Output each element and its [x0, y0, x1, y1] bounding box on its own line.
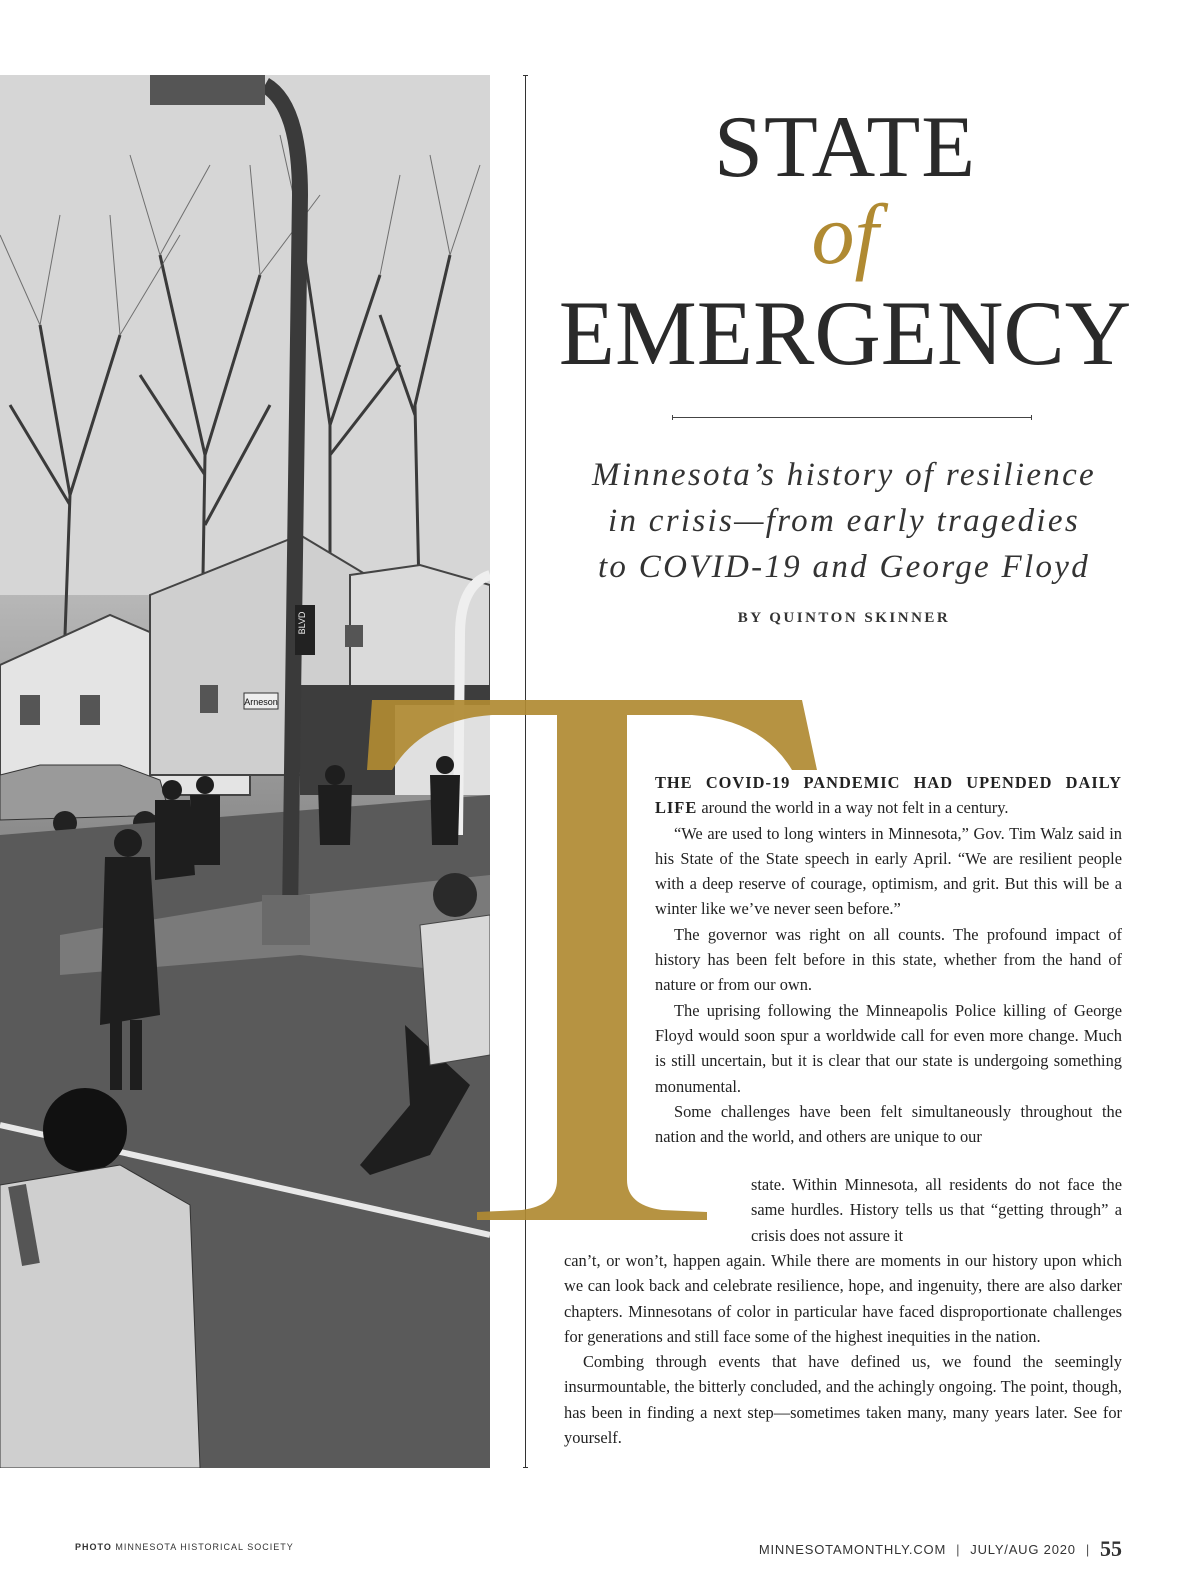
body-text-middle — [751, 1172, 1122, 1248]
body-text-lower — [564, 1248, 1122, 1450]
paragraph-5b: state. Within Minnesota, all residents do not face the same hurdles. History tells us that “getting through” a crisis does not assure it — [751, 1175, 1122, 1245]
page-footer: MINNESOTAMONTHLY.COM | JULY/AUG 2020 | 55 — [758, 1536, 1122, 1561]
street-sign-text: BLVD — [297, 611, 307, 635]
deck-line: in crisis—from early tragedies — [607, 503, 1080, 539]
page-number: 55 — [1100, 1536, 1122, 1561]
headline-of: of — [811, 186, 879, 282]
headline-rule — [672, 417, 1032, 418]
deck-line: Minnesota’s history of resilience — [592, 457, 1096, 493]
paragraph-2: “We are used to long winters in Minnesota,” Gov. Tim Walz said in his State of the State speech in early April. “We are resilient people with a deep reserve of courage, optimism, and grit. But this will be a winter like we’ve never seen before.” — [655, 823, 1122, 919]
headline-emergency: EMERGENCY — [558, 282, 1132, 384]
byline: BY QUINTON SKINNER — [737, 610, 951, 626]
site-url: MINNESOTAMONTHLY.COM — [758, 1541, 947, 1557]
photo-credit-source: MINNESOTA HISTORICAL SOCIETY — [115, 1542, 294, 1552]
paragraph-3: The governor was right on all counts. The profound impact of history has been felt before in this state, whether from the hand of nature or from our own. — [655, 924, 1122, 995]
deck-line: to COVID-19 and George Floyd — [597, 549, 1091, 585]
body-text-upper — [655, 770, 1122, 1149]
lead-in: THE COVID-19 PANDEMIC HAD UPENDED DAILY LIFE — [655, 773, 1122, 818]
paragraph-4: The uprising following the Minneapolis Police killing of George Floyd would soon spur a worldwide call for even more change. Much is still uncertain, but it is clear that our state is undergoing something monumental. — [655, 1000, 1122, 1096]
photo-credit-label: PHOTO — [75, 1542, 112, 1552]
campaign-sign-text: Arneson — [244, 697, 278, 707]
paragraph-5a: Some challenges have been felt simultaneously throughout the nation and the world, and others are unique to our — [655, 1101, 1122, 1147]
photo-credit — [75, 1542, 294, 1552]
headline-state: STATE — [714, 99, 976, 196]
paragraph-6: Combing through events that have defined us, we found the seemingly insurmountable, the bitterly concluded, and the achingly ongoing. The point, though, has been in finding a next step—sometimes taken many, many years later. See for yourself. — [564, 1352, 1122, 1448]
issue-date: JULY/AUG 2020 — [970, 1541, 1076, 1557]
deck — [548, 452, 1140, 590]
paragraph-5c: can’t, or won’t, happen again. While there are moments in our history upon which we can look back and celebrate resilience, hope, and ingenuity, there are also darker chapters. Minnesotans of color in particular have faced disproportionate challenges for generations and still face some of the highest inequities in the nation. — [564, 1251, 1122, 1346]
paragraph-1: around the world in a way not felt in a century. — [701, 798, 1009, 818]
